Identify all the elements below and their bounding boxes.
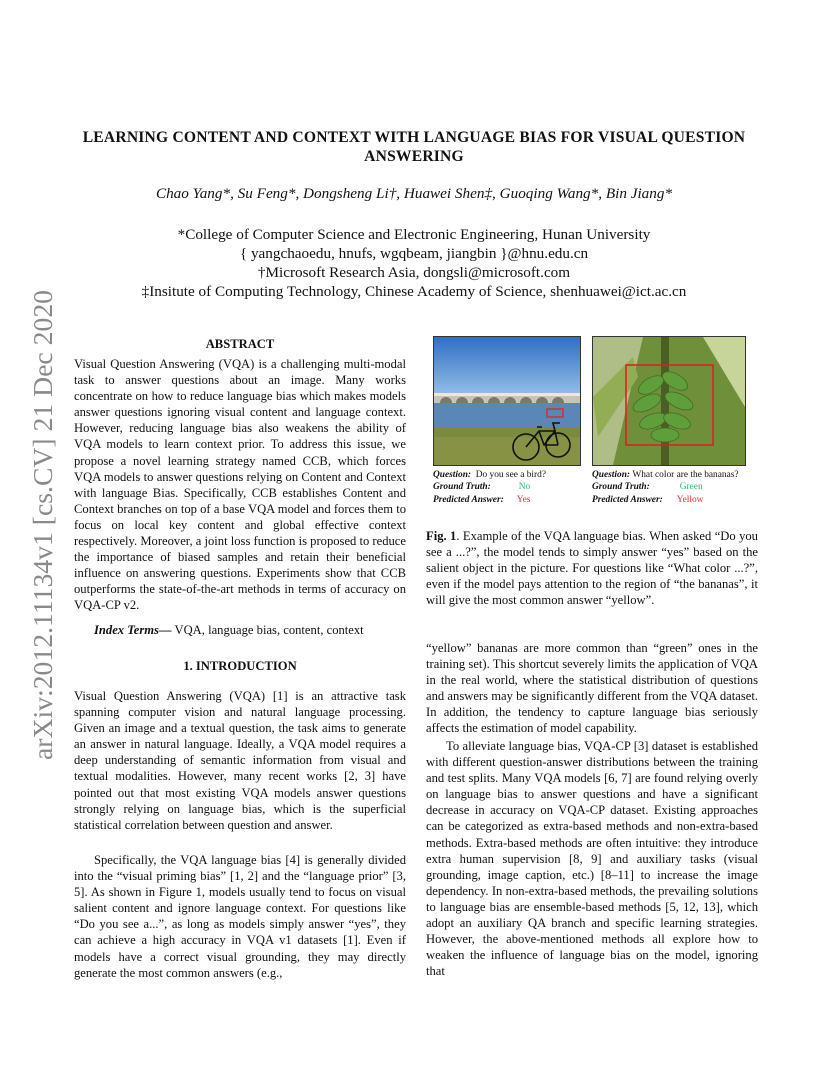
- author-list: Chao Yang*, Su Feng*, Dongsheng Li†, Huawei Shen‡, Guoqing Wang*, Bin Jiang*: [155, 185, 673, 202]
- section-heading-introduction: 1. INTRODUCTION: [183, 659, 297, 673]
- right-gt-value: Green: [679, 482, 703, 493]
- figure-left-qa: [433, 469, 589, 506]
- right-ground-truth-row: [592, 481, 758, 493]
- affiliations: [60, 225, 768, 301]
- bridge-bicycle-image: [433, 336, 581, 466]
- title-line-1: LEARNING CONTENT AND CONTEXT WITH LANGUAGE BIAS FOR VISUAL QUESTION: [82, 129, 746, 146]
- figure-caption-label: Fig. 1: [426, 529, 457, 543]
- intro-paragraph-2: Specifically, the VQA language bias [4] is generally divided into the “visual priming bias” [1, 2] and the “language prior” [3, 5]. As shown in Figure 1, models usually tend to focus on visual salient content and ignore language context. For questions like “Do you see a...”, as long as models simply answer “yes”, they can achieve a high accuracy in VQA v1 datasets [1]. Even if models have a correct visual grounding, they may directly generate the most common answers (e.g.,: [74, 853, 406, 980]
- affiliation-hunan: *College of Computer Science and Electronic Engineering, Hunan University: [177, 226, 651, 243]
- right-question-row: [592, 469, 758, 481]
- left-predicted-row: [433, 494, 589, 506]
- right-pa-label: Predicted Answer:: [592, 494, 663, 505]
- figure-photo-bananas: [592, 336, 744, 464]
- bananas-image: [592, 336, 746, 466]
- arxiv-sidebar-stamp: [20, 285, 62, 760]
- right-question-label: Question:: [592, 470, 631, 480]
- left-pa-value: Yes: [516, 494, 531, 505]
- left-gt-label: Ground Truth:: [433, 482, 491, 493]
- left-ground-truth-row: [433, 481, 589, 493]
- right-predicted-row: [592, 494, 758, 506]
- abstract-text: Visual Question Answering (VQA) is a challenging multi-modal task to answer questions about an image. Many works concentrate on how to reduce language bias which makes models answer questions ignoring visual content and language context. However, reducing language bias also weakens the ability of VQA models to learn context prior. To address this issue, we propose a novel learning strategy named CCB, which forces VQA models to answer questions relying on Content and Context with language Bias. Specifically, CCB establishes Content and Context branches on top of a base VQA model and forces them to focus on local key content and global effective context respectively. Moreover, a joint loss function is proposed to reduce the importance of biased samples and retain their beneficial influence on answering questions. Experiments show that CCB outperforms the state-of-the-art methods in terms of accuracy on VQA-CP v2.: [74, 357, 406, 613]
- paper-title: [60, 128, 768, 166]
- affiliation-ict: ‡Insitute of Computing Technology, Chinese Academy of Science, shenhuawei@ict.ac.cn: [141, 283, 687, 300]
- index-terms: [74, 623, 406, 638]
- abstract-heading: ABSTRACT: [205, 337, 275, 351]
- left-gt-value: No: [518, 482, 531, 493]
- right-question: What color are the bananas?: [632, 470, 739, 480]
- figure-right-qa: [592, 469, 758, 506]
- right-paragraph-2: To alleviate language bias, VQA-CP [3] dataset is established with different question-answer distributions between the training and test splits. Many VQA models [6, 7] are found relying overly on language bias to answer questions and have a significant decrease in accuracy on VQA-CP dataset. Existing approaches can be categorized as extra-based methods and non-extra-based methods. Extra-based methods are often intuitive: they introduce extra human supervision [8, 9] and auxiliary tasks (visual grounding, image caption, etc.) [8–11] to increase the image dependency. In non-extra-based methods, the prevailing solutions to language bias are ensemble-based methods [5, 12, 13], which adopt an auxiliary QA branch and specific learning strategies. However, the above-mentioned methods all explore how to weaken the influence of language bias on the model, ignoring that: [426, 739, 758, 979]
- arxiv-sidebar-svg: [20, 285, 62, 760]
- affiliation-msra: †Microsoft Research Asia, dongsli@microsoft.com: [257, 264, 571, 281]
- affiliation-emails: { yangchaoedu, hnufs, wgqbeam, jiangbin }@hnu.edu.cn: [239, 245, 589, 262]
- right-gt-label: Ground Truth:: [592, 482, 650, 493]
- right-paragraph-1: “yellow” bananas are more common than “green” ones in the training set). This shortcut severely limits the application of VQA in the real world, where the statistical distribution of questions and answers may be significantly different from the VQA dataset. In addition, the tendency to capture language bias seriously affects the estimation of model capability.: [426, 641, 758, 736]
- title-line-2: ANSWERING: [364, 148, 464, 165]
- intro-paragraph-1: Visual Question Answering (VQA) [1] is an attractive task spanning computer vision and natural language processing. Given an image and a textual question, the task aims to generate an answer in natural language. Ideally, a VQA model requires a deep understanding of semantic information from visual and textual modalities. However, many recent works [2, 3] have pointed out that most existing VQA models answer questions strongly relying on language bias, which is the superficial statistical correlation between question and answer.: [74, 689, 406, 832]
- figure-caption-text: . Example of the VQA language bias. When asked “Do you see a ...?”, the model tends to simply answer “yes” based on the salient object in the picture. For questions like “What color ...?”, even if the model pays attention to the region of “the bananas”, it will give the most common answer “yellow”.: [426, 529, 758, 608]
- index-terms-label: Index Terms—: [94, 623, 172, 637]
- left-question: Do you see a bird?: [475, 470, 547, 480]
- index-terms-text: VQA, language bias, content, context: [174, 623, 364, 637]
- left-question-label: Question:: [433, 470, 472, 480]
- arxiv-id-text: arXiv:2012.11134v1 [cs.CV] 21 Dec 2020: [28, 301, 58, 760]
- figure-photo-bridge: [433, 336, 579, 464]
- left-pa-label: Predicted Answer:: [433, 494, 504, 505]
- right-pa-value: Yellow: [676, 494, 704, 505]
- left-question-row: [433, 469, 589, 481]
- figure-1-caption: [426, 528, 758, 608]
